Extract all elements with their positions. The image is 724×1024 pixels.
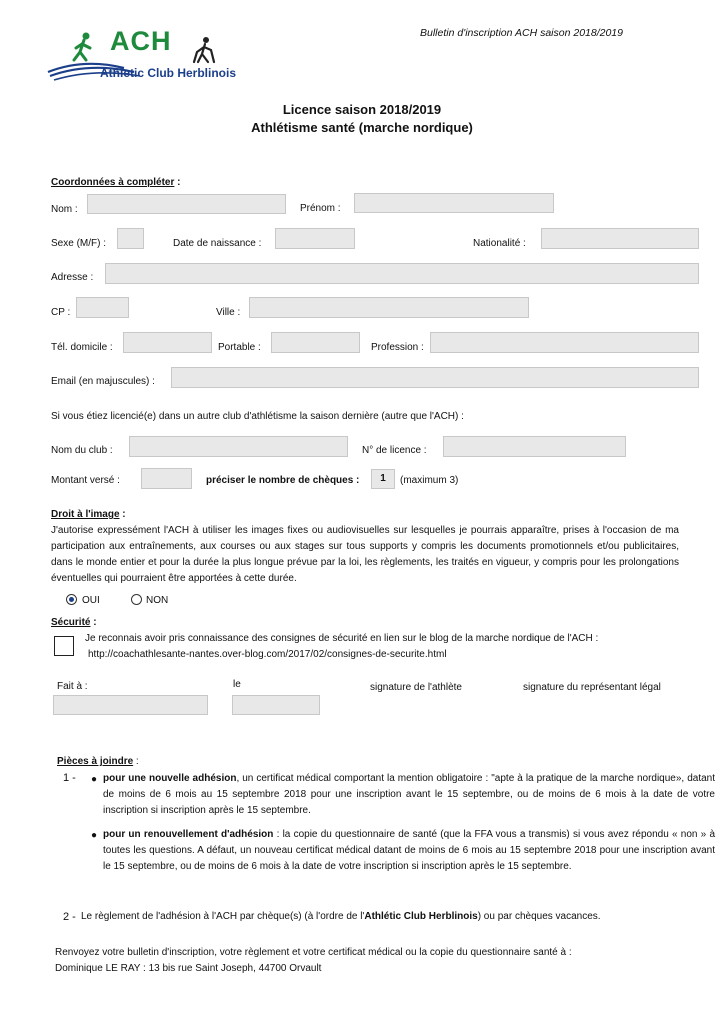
cheques-field[interactable]: 1 — [371, 469, 395, 489]
droit-image-heading-suffix: : — [119, 509, 126, 520]
item2-post: ) ou par chèques vacances. — [477, 911, 601, 922]
droit-image-heading-text: Droit à l'image — [51, 509, 120, 520]
adresse-field[interactable] — [105, 263, 699, 284]
pieces-heading-suffix: : — [133, 756, 139, 767]
nom-field[interactable] — [87, 194, 286, 214]
bullet-icon: ● — [91, 830, 98, 841]
num-licence-field[interactable] — [443, 436, 626, 457]
radio-oui[interactable] — [66, 594, 77, 605]
oui-label: OUI — [82, 595, 100, 606]
adresse-label: Adresse : — [51, 272, 94, 283]
cheques-label: préciser le nombre de chèques : — [206, 475, 360, 486]
email-field[interactable] — [171, 367, 699, 388]
cp-label: CP : — [51, 307, 71, 318]
date-naissance-label: Date de naissance : — [173, 238, 262, 249]
item2-number: 2 - — [63, 911, 76, 923]
coordonnees-heading — [51, 177, 180, 188]
tel-domicile-field[interactable] — [123, 332, 212, 353]
non-label: NON — [146, 595, 169, 606]
logo-abbr: ACH — [110, 26, 172, 56]
profession-label: Profession : — [371, 342, 424, 353]
title-line-1: Licence saison 2018/2019 — [282, 102, 442, 117]
footer-line-2: Dominique LE RAY : 13 bis rue Saint Joseph, 44700 Orvault — [55, 963, 322, 974]
nom-club-field[interactable] — [129, 436, 348, 457]
nationalite-field[interactable] — [541, 228, 699, 249]
item2-pre: Le règlement de l'adhésion à l'ACH par chèque(s) (à l'ordre de l' — [81, 911, 365, 922]
sexe-label: Sexe (M/F) : — [51, 238, 107, 249]
droit-image-heading — [51, 509, 126, 520]
item1b-bold: pour un renouvellement d'adhésion — [103, 829, 274, 840]
coordonnees-heading-suffix: : — [174, 177, 181, 188]
email-label: Email (en majuscules) : — [51, 376, 155, 387]
item1b-body: : la copie du questionnaire de santé (que la FFA vous a transmis) si vous avez répondu « non » à toutes les questions. A défaut, un nouveau certificat médical datant de moins de 6 mois au 15 septembre 2018 pour une inscription avant le 15 septembre, ou de moins de 6 mois à la date de votre inscription si inscription après le 15 septembre. — [103, 829, 716, 872]
montant-field[interactable] — [141, 468, 192, 489]
fait-a-field[interactable] — [53, 695, 208, 715]
securite-heading — [51, 617, 97, 628]
nom-label: Nom : — [51, 204, 78, 215]
item2-bold: Athlétic Club Herblinois — [364, 911, 478, 922]
footer-line-1: Renvoyez votre bulletin d'inscription, votre règlement et votre certificat médical ou la copie du questionnaire santé à : — [55, 947, 572, 958]
securite-checkbox[interactable] — [54, 636, 74, 656]
ville-field[interactable] — [249, 297, 529, 318]
num-licence-label: N° de licence : — [362, 445, 427, 456]
prenom-field[interactable] — [354, 193, 554, 213]
sexe-field[interactable] — [117, 228, 144, 249]
pieces-heading-text: Pièces à joindre — [57, 756, 134, 767]
portable-label: Portable : — [218, 342, 261, 353]
signature-athlete-label: signature de l'athlète — [370, 682, 462, 693]
item2-text — [81, 911, 601, 922]
logo-club-name: Athletic Club Herblinois — [100, 66, 237, 80]
profession-field[interactable] — [430, 332, 699, 353]
tel-domicile-label: Tél. domicile : — [51, 342, 113, 353]
item1-number: 1 - — [63, 772, 76, 784]
logo — [44, 28, 244, 84]
item1-body: , un certificat médical comportant la mention obligatoire : "apte à la pratique de la marche nordique», datant de moins de 6 mois au 15 septembre 2018 pour une inscription avant le 15 septembre, ou de moins de 6 mois à la date de votre inscription si inscription après le 15 septembre. — [103, 773, 715, 816]
page-title — [0, 101, 724, 137]
bullet-icon: ● — [91, 774, 98, 785]
autre-club-intro: Si vous étiez licencié(e) dans un autre club d'athlétisme la saison dernière (autre que l'ACH) : — [51, 411, 464, 422]
coordonnees-heading-text: Coordonnées à compléter — [51, 177, 175, 188]
fait-a-label: Fait à : — [57, 681, 88, 692]
bulletin-title: Bulletin d'inscription ACH saison 2018/2019 — [420, 27, 623, 39]
droit-image-text: J'autorise expressément l'ACH à utiliser les images fixes ou audiovisuelles sur lesquelles je pourrais apparaître, prises à l'occasion de ma participation aux entraînements, aux courses ou aux stages sur tous supports y compris les documents promotionnels et/ou publicitaires, dans le monde entier et pour la durée la plus longue prévue par la loi, les règlements, les traités en vigueur, y compris pour les prolongations éventuelles qui pourraient être apportées à cette durée. — [51, 525, 679, 584]
securite-url[interactable]: http://coachathlesante-nantes.over-blog.com/2017/02/consignes-de-securite.html — [88, 649, 447, 660]
signature-representant-label: signature du représentant légal — [523, 682, 661, 693]
title-line-2: Athlétisme santé (marche nordique) — [251, 120, 473, 135]
nom-club-label: Nom du club : — [51, 445, 113, 456]
securite-heading-text: Sécurité — [51, 617, 91, 628]
prenom-label: Prénom : — [300, 203, 341, 214]
portable-field[interactable] — [271, 332, 360, 353]
securite-line-1: Je reconnais avoir pris connaissance des consignes de sécurité en lien sur le blog de la marche nordique de l'ACH : — [85, 633, 599, 644]
ville-label: Ville : — [216, 307, 241, 318]
nationalite-label: Nationalité : — [473, 238, 526, 249]
le-field[interactable] — [232, 695, 320, 715]
securite-heading-suffix: : — [90, 617, 97, 628]
item1-bold: pour une nouvelle adhésion — [103, 773, 237, 784]
radio-non[interactable] — [131, 594, 142, 605]
le-label: le — [233, 679, 241, 690]
montant-label: Montant versé : — [51, 475, 120, 486]
cp-field[interactable] — [76, 297, 129, 318]
item1b-text — [103, 827, 715, 875]
item1-text — [103, 771, 715, 819]
cheques-max: (maximum 3) — [400, 475, 459, 486]
pieces-heading — [57, 756, 139, 767]
date-naissance-field[interactable] — [275, 228, 355, 249]
